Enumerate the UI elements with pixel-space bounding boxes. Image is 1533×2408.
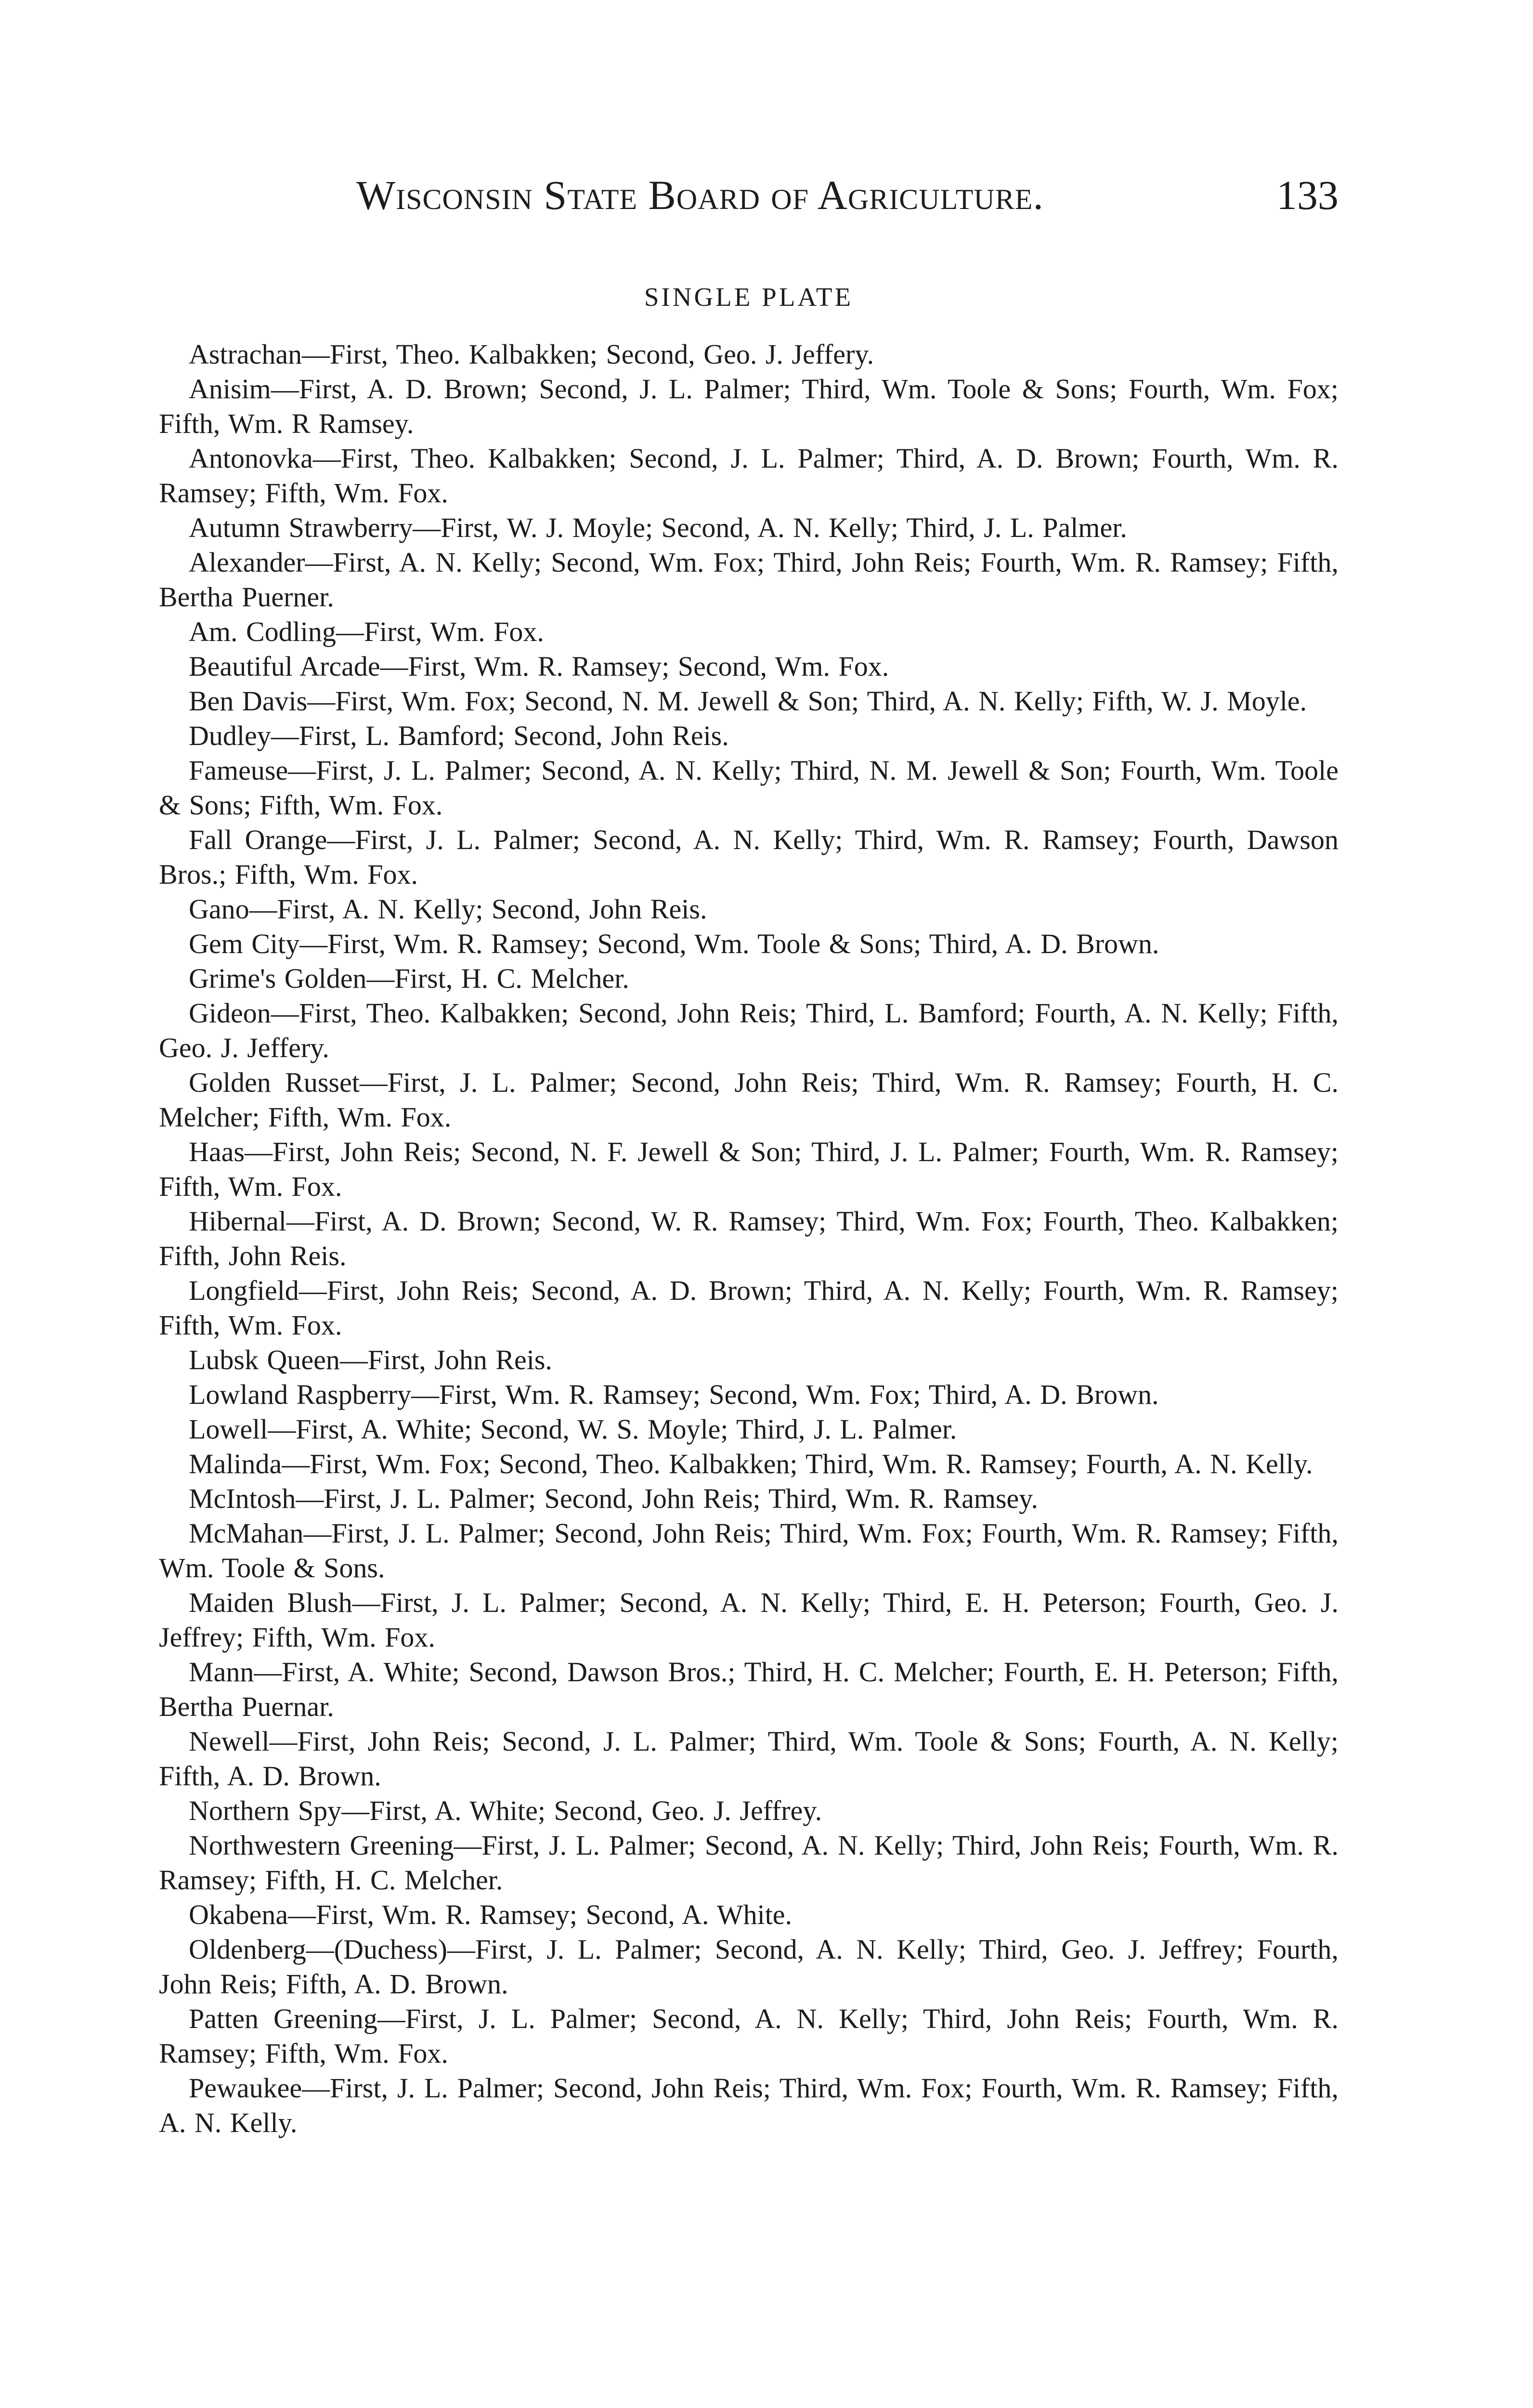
award-entry: Haas—First, John Reis; Second, N. F. Jewell & Son; Third, J. L. Palmer; Fourth, Wm. R. Ramsey; Fifth, Wm. Fox. <box>159 1136 1338 1202</box>
award-entry: Northern Spy—First, A. White; Second, Geo. J. Jeffrey. <box>189 1795 822 1826</box>
award-entry: Hibernal—First, A. D. Brown; Second, W. R. Ramsey; Third, Wm. Fox; Fourth, Theo. Kalbakken; Fifth, John Reis. <box>159 1205 1338 1271</box>
award-entry: Fameuse—First, J. L. Palmer; Second, A. N. Kelly; Third, N. M. Jewell & Son; Fourth, Wm. Toole & Sons; Fifth, Wm. Fox. <box>159 755 1338 821</box>
award-entry: Dudley—First, L. Bamford; Second, John Reis. <box>189 720 729 751</box>
award-entry: Alexander—First, A. N. Kelly; Second, Wm. Fox; Third, John Reis; Fourth, Wm. R. Ramsey; Fifth, Bertha Puerner. <box>159 547 1338 613</box>
award-entry: Antonovka—First, Theo. Kalbakken; Second, J. L. Palmer; Third, A. D. Brown; Fourth, Wm. R. Ramsey; Fifth, Wm. Fox. <box>159 443 1338 509</box>
award-entry: Oldenberg—(Duchess)—First, J. L. Palmer; Second, A. N. Kelly; Third, Geo. J. Jeffrey; Fourth, John Reis; Fifth, A. D. Brown. <box>159 1934 1338 2000</box>
award-entry: Beautiful Arcade—First, Wm. R. Ramsey; Second, Wm. Fox. <box>189 651 889 682</box>
award-entry: Gem City—First, Wm. R. Ramsey; Second, Wm. Toole & Sons; Third, A. D. Brown. <box>189 928 1159 959</box>
award-entry: Lowell—First, A. White; Second, W. S. Moyle; Third, J. L. Palmer. <box>189 1413 957 1445</box>
award-entry: McMahan—First, J. L. Palmer; Second, John Reis; Third, Wm. Fox; Fourth, Wm. R. Ramsey; Fifth, Wm. Toole & Sons. <box>159 1518 1338 1584</box>
award-entry: Pewaukee—First, J. L. Palmer; Second, John Reis; Third, Wm. Fox; Fourth, Wm. R. Ramsey; Fifth, A. N. Kelly. <box>159 2072 1338 2138</box>
award-entry: Gano—First, A. N. Kelly; Second, John Reis. <box>189 893 707 925</box>
award-entry: Northwestern Greening—First, J. L. Palmer; Second, A. N. Kelly; Third, John Reis; Fourth, Wm. R. Ramsey; Fifth, H. C. Melcher. <box>159 1830 1338 1896</box>
award-entry: Newell—First, John Reis; Second, J. L. Palmer; Third, Wm. Toole & Sons; Fourth, A. N. Kelly; Fifth, A. D. Brown. <box>159 1726 1338 1792</box>
award-entry: Fall Orange—First, J. L. Palmer; Second, A. N. Kelly; Third, Wm. R. Ramsey; Fourth, Dawson Bros.; Fifth, Wm. Fox. <box>159 824 1338 890</box>
award-entry: Okabena—First, Wm. R. Ramsey; Second, A. White. <box>189 1899 792 1930</box>
award-entry: Anisim—First, A. D. Brown; Second, J. L. Palmer; Third, Wm. Toole & Sons; Fourth, Wm. Fox; Fifth, Wm. R Ramsey. <box>159 373 1338 439</box>
award-entry: Longfield—First, John Reis; Second, A. D. Brown; Third, A. N. Kelly; Fourth, Wm. R. Ramsey; Fifth, Wm. Fox. <box>159 1275 1338 1341</box>
award-entry: Gideon—First, Theo. Kalbakken; Second, John Reis; Third, L. Bamford; Fourth, A. N. Kelly; Fifth, Geo. J. Jeffery. <box>159 997 1338 1063</box>
page-number: 133 <box>1276 172 1338 218</box>
award-entry: Patten Greening—First, J. L. Palmer; Second, A. N. Kelly; Third, John Reis; Fourth, Wm. R. Ramsey; Fifth, Wm. Fox. <box>159 2003 1338 2069</box>
award-entry: Lowland Raspberry—First, Wm. R. Ramsey; Second, Wm. Fox; Third, A. D. Brown. <box>189 1379 1159 1410</box>
award-entry: Lubsk Queen—First, John Reis. <box>189 1344 552 1375</box>
award-entry: Autumn Strawberry—First, W. J. Moyle; Second, A. N. Kelly; Third, J. L. Palmer. <box>189 512 1127 543</box>
running-title: Wisconsin State Board of Agriculture. <box>356 172 1044 218</box>
award-entry: Grime's Golden—First, H. C. Melcher. <box>189 963 629 994</box>
award-entry: Astrachan—First, Theo. Kalbakken; Second, Geo. J. Jeffery. <box>189 339 874 370</box>
award-entry: Am. Codling—First, Wm. Fox. <box>189 616 544 647</box>
running-head <box>159 171 1338 224</box>
award-entry: Mann—First, A. White; Second, Dawson Bros.; Third, H. C. Melcher; Fourth, E. H. Peterson; Fifth, Bertha Puernar. <box>159 1656 1338 1722</box>
section-heading: SINGLE PLATE <box>644 282 854 312</box>
award-list <box>159 337 1338 2140</box>
award-entry: Golden Russet—First, J. L. Palmer; Second, John Reis; Third, Wm. R. Ramsey; Fourth, H. C. Melcher; Fifth, Wm. Fox. <box>159 1067 1338 1133</box>
award-entry: Ben Davis—First, Wm. Fox; Second, N. M. Jewell & Son; Third, A. N. Kelly; Fifth, W. J. Moyle. <box>189 685 1307 717</box>
award-entry: Maiden Blush—First, J. L. Palmer; Second, A. N. Kelly; Third, E. H. Peterson; Fourth, Geo. J. Jeffrey; Fifth, Wm. Fox. <box>159 1587 1338 1653</box>
award-entry: Malinda—First, Wm. Fox; Second, Theo. Kalbakken; Third, Wm. R. Ramsey; Fourth, A. N. Kelly. <box>189 1448 1313 1479</box>
award-entry: McIntosh—First, J. L. Palmer; Second, John Reis; Third, Wm. R. Ramsey. <box>189 1483 1039 1514</box>
